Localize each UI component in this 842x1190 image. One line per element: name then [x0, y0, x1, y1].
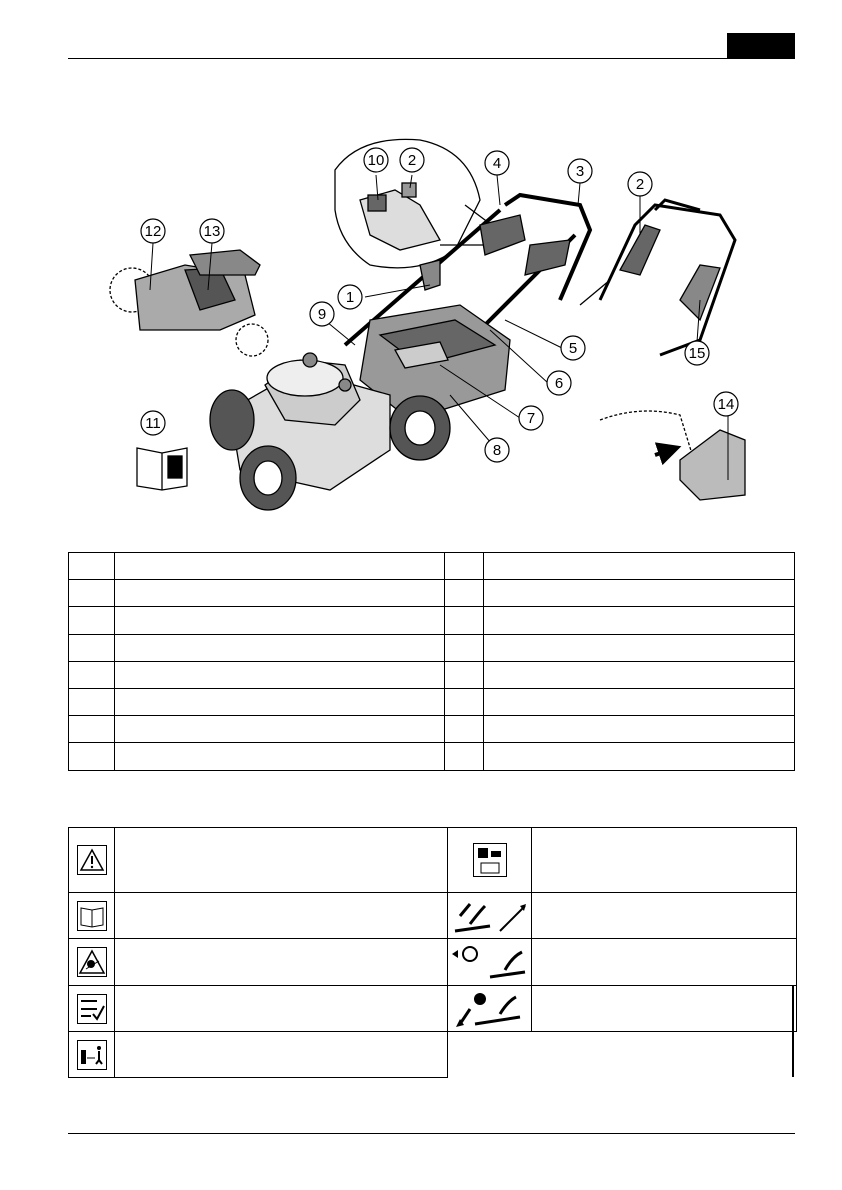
symbol-description: [115, 986, 448, 1032]
part-description-cell: [115, 580, 445, 607]
part-number-cell: [69, 634, 115, 661]
symbol-description: [532, 939, 797, 986]
symbol-cell: [69, 986, 115, 1032]
callout-12: 12: [144, 223, 162, 240]
callout-10: 10: [367, 152, 385, 169]
symbol-cell: [448, 893, 532, 939]
right-edge-rule: [792, 985, 794, 1077]
parts-row: [69, 743, 795, 770]
callout-2b: 2: [635, 176, 645, 193]
symbol-description: [532, 893, 797, 939]
callout-7: 7: [526, 410, 536, 427]
part-description-cell: [484, 688, 795, 715]
keep-distance-icon: [77, 1040, 107, 1070]
callout-4: 4: [492, 155, 502, 172]
maintenance-check-icon: [77, 994, 107, 1024]
symbol-cell: [69, 1032, 115, 1078]
part-description-cell: [115, 553, 445, 580]
parts-row: [69, 716, 795, 743]
parts-legend-table: [68, 552, 795, 771]
manual-book-icon: [137, 448, 187, 490]
part-description-cell: [484, 716, 795, 743]
warning-triangle-icon: [77, 845, 107, 875]
symbol-cell: [69, 828, 115, 893]
part-number-cell: [69, 743, 115, 770]
part-number-cell: [445, 607, 484, 634]
footer-rule: [68, 1133, 795, 1134]
part-description-cell: [484, 634, 795, 661]
parts-row: [69, 553, 795, 580]
read-manual-icon: [77, 901, 107, 931]
parts-row: [69, 688, 795, 715]
part-number-cell: [69, 688, 115, 715]
part-number-cell: [445, 688, 484, 715]
part-description-cell: [115, 688, 445, 715]
symbol-cell: [69, 939, 115, 986]
part-description-cell: [115, 716, 445, 743]
part-number-cell: [69, 716, 115, 743]
symbol-description: [532, 828, 797, 893]
symbols-table: [68, 827, 797, 1078]
callout-3: 3: [575, 163, 585, 180]
part-description-cell: [115, 743, 445, 770]
part-number-cell: [445, 553, 484, 580]
part-description-cell: [484, 743, 795, 770]
callout-5: 5: [568, 340, 578, 357]
engine-brake-icon: [450, 989, 530, 1029]
symbol-cell: [448, 939, 532, 986]
part-number-cell: [445, 743, 484, 770]
grass-catcher-inset: [110, 248, 268, 356]
symbol-description: [115, 939, 448, 986]
callout-14: 14: [717, 396, 735, 413]
part-description-cell: [115, 661, 445, 688]
callout-11: 11: [145, 415, 161, 432]
part-description-cell: [115, 607, 445, 634]
symbol-description: [115, 893, 448, 939]
part-description-cell: [115, 634, 445, 661]
symbol-cell: [448, 986, 532, 1032]
handle-detail-drawing: [580, 200, 735, 355]
part-number-cell: [445, 716, 484, 743]
parts-row: [69, 580, 795, 607]
symbol-cell: [448, 828, 532, 893]
symbol-cell: [69, 893, 115, 939]
throttle-lever-icon: [450, 896, 530, 936]
symbol-description: [115, 1032, 448, 1078]
parts-row: [69, 661, 795, 688]
symbol-description: [532, 986, 797, 1032]
part-description-cell: [484, 661, 795, 688]
part-number-cell: [69, 553, 115, 580]
symbol-description: [115, 828, 448, 893]
part-description-cell: [484, 553, 795, 580]
mulch-plug-inset: [600, 405, 752, 510]
part-number-cell: [445, 580, 484, 607]
thrown-objects-warning-icon: [77, 947, 107, 977]
callout-6: 6: [554, 375, 564, 392]
blade-brake-icon: [450, 942, 530, 982]
lawnmower-figure: [0, 0, 842, 540]
part-number-cell: [445, 661, 484, 688]
part-description-cell: [484, 580, 795, 607]
part-description-cell: [484, 607, 795, 634]
callout-13: 13: [203, 223, 221, 240]
parts-row: [69, 634, 795, 661]
part-number-cell: [445, 634, 484, 661]
parts-row: [69, 607, 795, 634]
part-number-cell: [69, 661, 115, 688]
callout-9: 9: [317, 306, 327, 323]
callout-15: 15: [688, 345, 706, 362]
blade-stop-icon: [473, 843, 507, 877]
part-number-cell: [69, 607, 115, 634]
part-number-cell: [69, 580, 115, 607]
callout-8: 8: [492, 442, 502, 459]
callout-2: 2: [407, 152, 417, 169]
callout-1: 1: [345, 289, 355, 306]
